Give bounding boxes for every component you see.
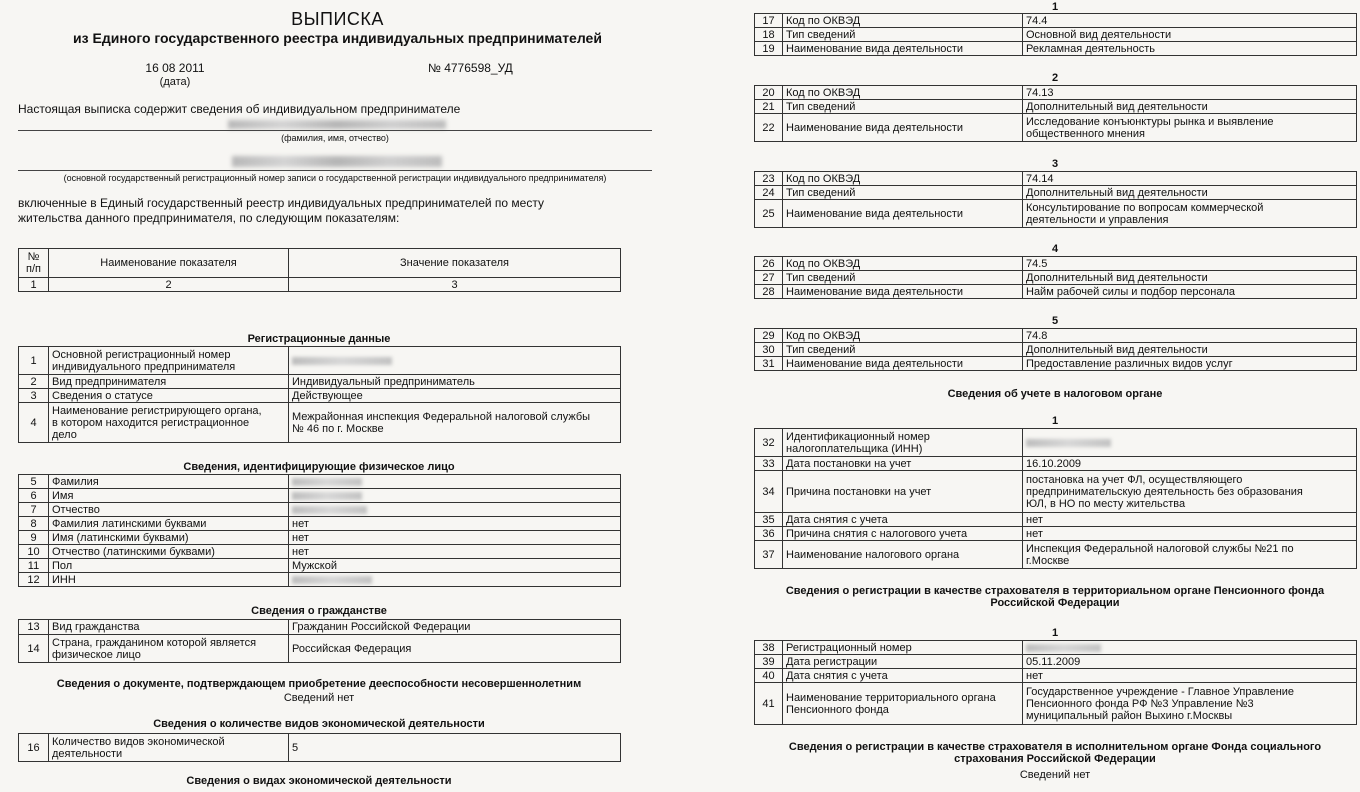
table-row (19, 635, 621, 663)
row-value: Действующее (289, 389, 621, 403)
row-name: ИНН (49, 573, 289, 587)
date-caption: (дата) (159, 76, 191, 88)
registration-table (18, 346, 621, 443)
table-row (755, 527, 1357, 541)
row-name: Код по ОКВЭД (783, 172, 1023, 186)
row-name: Количество видов экономической деятельности (49, 734, 289, 762)
row-name: Фамилия латинскими буквами (49, 517, 289, 531)
row-number: 36 (755, 527, 783, 541)
row-number: 18 (755, 28, 783, 42)
row-name: Наименование вида деятельности (783, 114, 1023, 142)
row-number: 34 (755, 471, 783, 513)
table-row (755, 172, 1357, 186)
header-cell: 3 (289, 278, 621, 292)
row-value: 74.4 (1023, 14, 1357, 28)
row-number: 2 (19, 375, 49, 389)
table-row (755, 683, 1357, 725)
row-value-redacted (289, 347, 621, 375)
group-number: 1 (1051, 1, 1059, 13)
row-number: 29 (755, 329, 783, 343)
row-value-redacted (289, 503, 621, 517)
section-title-line: Сведения о регистрации в качестве страхователя в территориальном органе Пенсионного фонда (785, 585, 1325, 597)
row-number: 10 (19, 545, 49, 559)
row-name: Регистрационный номер (783, 641, 1023, 655)
row-number: 4 (19, 403, 49, 443)
row-number: 33 (755, 457, 783, 471)
row-name: Имя (латинскими буквами) (49, 531, 289, 545)
row-number: 19 (755, 42, 783, 56)
activity-group-5 (754, 328, 1357, 371)
section-title-citizenship: Сведения о гражданстве (251, 605, 387, 617)
row-value-redacted (1023, 641, 1357, 655)
row-value-redacted (289, 573, 621, 587)
row-value: 74.8 (1023, 329, 1357, 343)
row-name: Основной регистрационный номер индивидуального предпринимателя (49, 347, 289, 375)
table-row (755, 114, 1357, 142)
name-underline (18, 130, 652, 131)
table-row (19, 620, 621, 635)
row-name: Наименование вида деятельности (783, 42, 1023, 56)
row-name: Код по ОКВЭД (783, 257, 1023, 271)
row-number: 40 (755, 669, 783, 683)
intro-line: Настоящая выписка содержит сведения об индивидуальном предпринимателе (18, 102, 461, 116)
row-name: Дата снятия с учета (783, 669, 1023, 683)
ogrnip-underline (18, 170, 652, 171)
row-value: Государственное учреждение - Главное Управление Пенсионного фонда РФ №3 Управление №3 муниципальный район Выхино г.Москвы (1023, 683, 1357, 725)
row-value: нет (289, 531, 621, 545)
row-number: 7 (19, 503, 49, 517)
section-title-registration: Регистрационные данные (247, 333, 391, 345)
table-row (755, 541, 1357, 569)
row-name: Вид гражданства (49, 620, 289, 635)
row-name: Тип сведений (783, 28, 1023, 42)
table-row (755, 100, 1357, 114)
table-row (755, 186, 1357, 200)
row-name: Наименование вида деятельности (783, 285, 1023, 299)
section-title-line: Сведения о регистрации в качестве страхователя в исполнительном органе Фонда социального (788, 741, 1322, 753)
row-value: Основной вид деятельности (1023, 28, 1357, 42)
row-number: 35 (755, 513, 783, 527)
intro-paragraph (18, 196, 544, 226)
row-number: 12 (19, 573, 49, 587)
page-title: ВЫПИСКА (291, 9, 384, 29)
table-row (19, 559, 621, 573)
row-number: 28 (755, 285, 783, 299)
section-title-pension-fund (754, 585, 1356, 609)
table-row (19, 503, 621, 517)
row-number: 16 (19, 734, 49, 762)
group-number: 1 (1051, 627, 1059, 639)
group-number: 3 (1051, 158, 1059, 170)
row-number: 8 (19, 517, 49, 531)
row-name: Отчество (латинскими буквами) (49, 545, 289, 559)
table-row (19, 375, 621, 389)
row-name: Пол (49, 559, 289, 573)
activity-group-3 (754, 171, 1357, 228)
header-cell-num: № п/п (19, 249, 49, 278)
table-row (19, 573, 621, 587)
row-name: Тип сведений (783, 343, 1023, 357)
table-row (755, 200, 1357, 228)
row-value: 74.14 (1023, 172, 1357, 186)
group-number: 5 (1051, 315, 1059, 327)
row-value: 74.5 (1023, 257, 1357, 271)
row-name: Наименование налогового органа (783, 541, 1023, 569)
row-value: Консультирование по вопросам коммерческой деятельности и управления (1023, 200, 1357, 228)
group-number: 4 (1051, 243, 1059, 255)
section-title-line: страхования Российской Федерации (954, 753, 1156, 765)
row-name: Наименование вида деятельности (783, 357, 1023, 371)
row-number: 26 (755, 257, 783, 271)
table-row (19, 389, 621, 403)
pension-fund-table (754, 640, 1357, 725)
row-value: Инспекция Федеральной налоговой службы №21 по г.Москве (1023, 541, 1357, 569)
table-row (755, 457, 1357, 471)
citizenship-table (18, 619, 621, 663)
table-row (755, 513, 1357, 527)
redacted-ogrnip (232, 156, 442, 167)
row-value: Дополнительный вид деятельности (1023, 271, 1357, 285)
row-value: Найм рабочей силы и подбор персонала (1023, 285, 1357, 299)
table-row (755, 86, 1357, 100)
row-number: 21 (755, 100, 783, 114)
row-name: Дата снятия с учета (783, 513, 1023, 527)
table-row (755, 669, 1357, 683)
group-number: 1 (1051, 415, 1059, 427)
row-number: 6 (19, 489, 49, 503)
table-row (755, 28, 1357, 42)
row-value: нет (1023, 527, 1357, 541)
row-value: Дополнительный вид деятельности (1023, 100, 1357, 114)
row-value: 74.13 (1023, 86, 1357, 100)
row-name: Наименование территориального органа Пенсионного фонда (783, 683, 1023, 725)
row-number: 3 (19, 389, 49, 403)
row-number: 22 (755, 114, 783, 142)
row-value-redacted (1023, 429, 1357, 457)
table-row (19, 347, 621, 375)
table-row (19, 531, 621, 545)
intro-paragraph-line: жительства данного предпринимателя, по следующим показателям: (18, 211, 400, 225)
header-table (18, 248, 621, 292)
table-row (755, 329, 1357, 343)
row-number: 9 (19, 531, 49, 545)
row-name: Код по ОКВЭД (783, 14, 1023, 28)
table-row (19, 475, 621, 489)
row-name: Наименование вида деятельности (783, 200, 1023, 228)
section-title-activity-kinds: Сведения о видах экономической деятельности (186, 775, 452, 787)
redacted-name (228, 120, 446, 129)
header-cell-name: Наименование показателя (49, 249, 289, 278)
social-insurance-no-data: Сведений нет (1019, 769, 1091, 781)
group-number: 2 (1051, 72, 1059, 84)
section-title-tax: Сведения об учете в налоговом органе (947, 388, 1163, 400)
table-row (755, 471, 1357, 513)
page-subtitle: из Единого государственного реестра индивидуальных предпринимателей (73, 30, 602, 46)
table-row (755, 343, 1357, 357)
row-value: 05.11.2009 (1023, 655, 1357, 669)
table-row (755, 655, 1357, 669)
activity-group-1 (754, 13, 1357, 56)
row-number: 14 (19, 635, 49, 663)
document-number: № 4776598_УД (428, 61, 513, 75)
row-name: Причина постановки на учет (783, 471, 1023, 513)
table-row (755, 14, 1357, 28)
row-number: 39 (755, 655, 783, 669)
table-row (755, 641, 1357, 655)
row-name: Наименование регистрирующего органа, в котором находится регистрационное дело (49, 403, 289, 443)
row-name: Код по ОКВЭД (783, 329, 1023, 343)
extract-date: 16 08 2011 (145, 61, 205, 75)
activity-group-2 (754, 85, 1357, 142)
header-cell-value: Значение показателя (289, 249, 621, 278)
section-title-person: Сведения, идентифицирующие физическое лицо (183, 461, 455, 473)
table-row (755, 429, 1357, 457)
row-number: 17 (755, 14, 783, 28)
row-value: постановка на учет ФЛ, осуществляющего предпринимательскую деятельность без образования ЮЛ, в НО по месту жительства (1023, 471, 1357, 513)
table-row (19, 734, 621, 762)
row-value: нет (289, 545, 621, 559)
activity-count-table (18, 733, 621, 762)
person-table (18, 474, 621, 587)
row-name: Тип сведений (783, 271, 1023, 285)
row-name: Фамилия (49, 475, 289, 489)
row-number: 41 (755, 683, 783, 725)
row-value-redacted (289, 475, 621, 489)
header-cell: 1 (19, 278, 49, 292)
intro-paragraph-line: включенные в Единый государственный реестр индивидуальных предпринимателей по месту (18, 196, 544, 210)
row-number: 20 (755, 86, 783, 100)
row-name: Страна, гражданином которой является физическое лицо (49, 635, 289, 663)
table-row (755, 271, 1357, 285)
activity-group-4 (754, 256, 1357, 299)
row-value: Гражданин Российской Федерации (289, 620, 621, 635)
row-name: Идентификационный номер налогоплательщика (ИНН) (783, 429, 1023, 457)
row-name: Код по ОКВЭД (783, 86, 1023, 100)
tax-table (754, 428, 1357, 569)
row-name: Вид предпринимателя (49, 375, 289, 389)
row-value: нет (289, 517, 621, 531)
row-name: Дата постановки на учет (783, 457, 1023, 471)
row-name: Сведения о статусе (49, 389, 289, 403)
table-row (755, 285, 1357, 299)
row-value: Индивидуальный предприниматель (289, 375, 621, 389)
row-value: нет (1023, 513, 1357, 527)
row-number: 23 (755, 172, 783, 186)
row-value-redacted (289, 489, 621, 503)
table-row (755, 257, 1357, 271)
ogrnip-caption: (основной государственный регистрационный номер записи о государственной регистрации индивидуального предпринимателя) (63, 173, 607, 183)
row-value: 16.10.2009 (1023, 457, 1357, 471)
section-title-line: Российской Федерации (990, 597, 1120, 609)
row-name: Отчество (49, 503, 289, 517)
row-number: 1 (19, 347, 49, 375)
row-name: Тип сведений (783, 100, 1023, 114)
section-title-social-insurance (754, 741, 1356, 765)
row-name: Причина снятия с налогового учета (783, 527, 1023, 541)
row-value: Дополнительный вид деятельности (1023, 343, 1357, 357)
table-row (19, 403, 621, 443)
row-number: 31 (755, 357, 783, 371)
row-value: Рекламная деятельность (1023, 42, 1357, 56)
row-value: Межрайонная инспекция Федеральной налоговой службы № 46 по г. Москве (289, 403, 621, 443)
row-number: 32 (755, 429, 783, 457)
row-name: Имя (49, 489, 289, 503)
name-caption: (фамилия, имя, отчество) (281, 133, 389, 143)
header-cell: 2 (49, 278, 289, 292)
row-name: Тип сведений (783, 186, 1023, 200)
capacity-no-data: Сведений нет (283, 692, 355, 704)
row-number: 30 (755, 343, 783, 357)
row-number: 5 (19, 475, 49, 489)
row-name: Дата регистрации (783, 655, 1023, 669)
section-title-activity-count: Сведения о количестве видов экономической деятельности (153, 718, 485, 730)
row-number: 11 (19, 559, 49, 573)
row-value: Мужской (289, 559, 621, 573)
row-number: 13 (19, 620, 49, 635)
table-row (755, 42, 1357, 56)
row-value: Предоставление различных видов услуг (1023, 357, 1357, 371)
row-number: 38 (755, 641, 783, 655)
table-row (19, 545, 621, 559)
row-number: 25 (755, 200, 783, 228)
row-number: 37 (755, 541, 783, 569)
table-row (19, 489, 621, 503)
row-number: 24 (755, 186, 783, 200)
row-value: 5 (289, 734, 621, 762)
row-value: нет (1023, 669, 1357, 683)
table-row (755, 357, 1357, 371)
section-title-capacity: Сведения о документе, подтверждающем приобретение дееспособности несовершеннолетним (56, 678, 582, 690)
row-number: 27 (755, 271, 783, 285)
row-value: Российская Федерация (289, 635, 621, 663)
row-value: Дополнительный вид деятельности (1023, 186, 1357, 200)
row-value: Исследование конъюнктуры рынка и выявление общественного мнения (1023, 114, 1357, 142)
table-row (19, 517, 621, 531)
